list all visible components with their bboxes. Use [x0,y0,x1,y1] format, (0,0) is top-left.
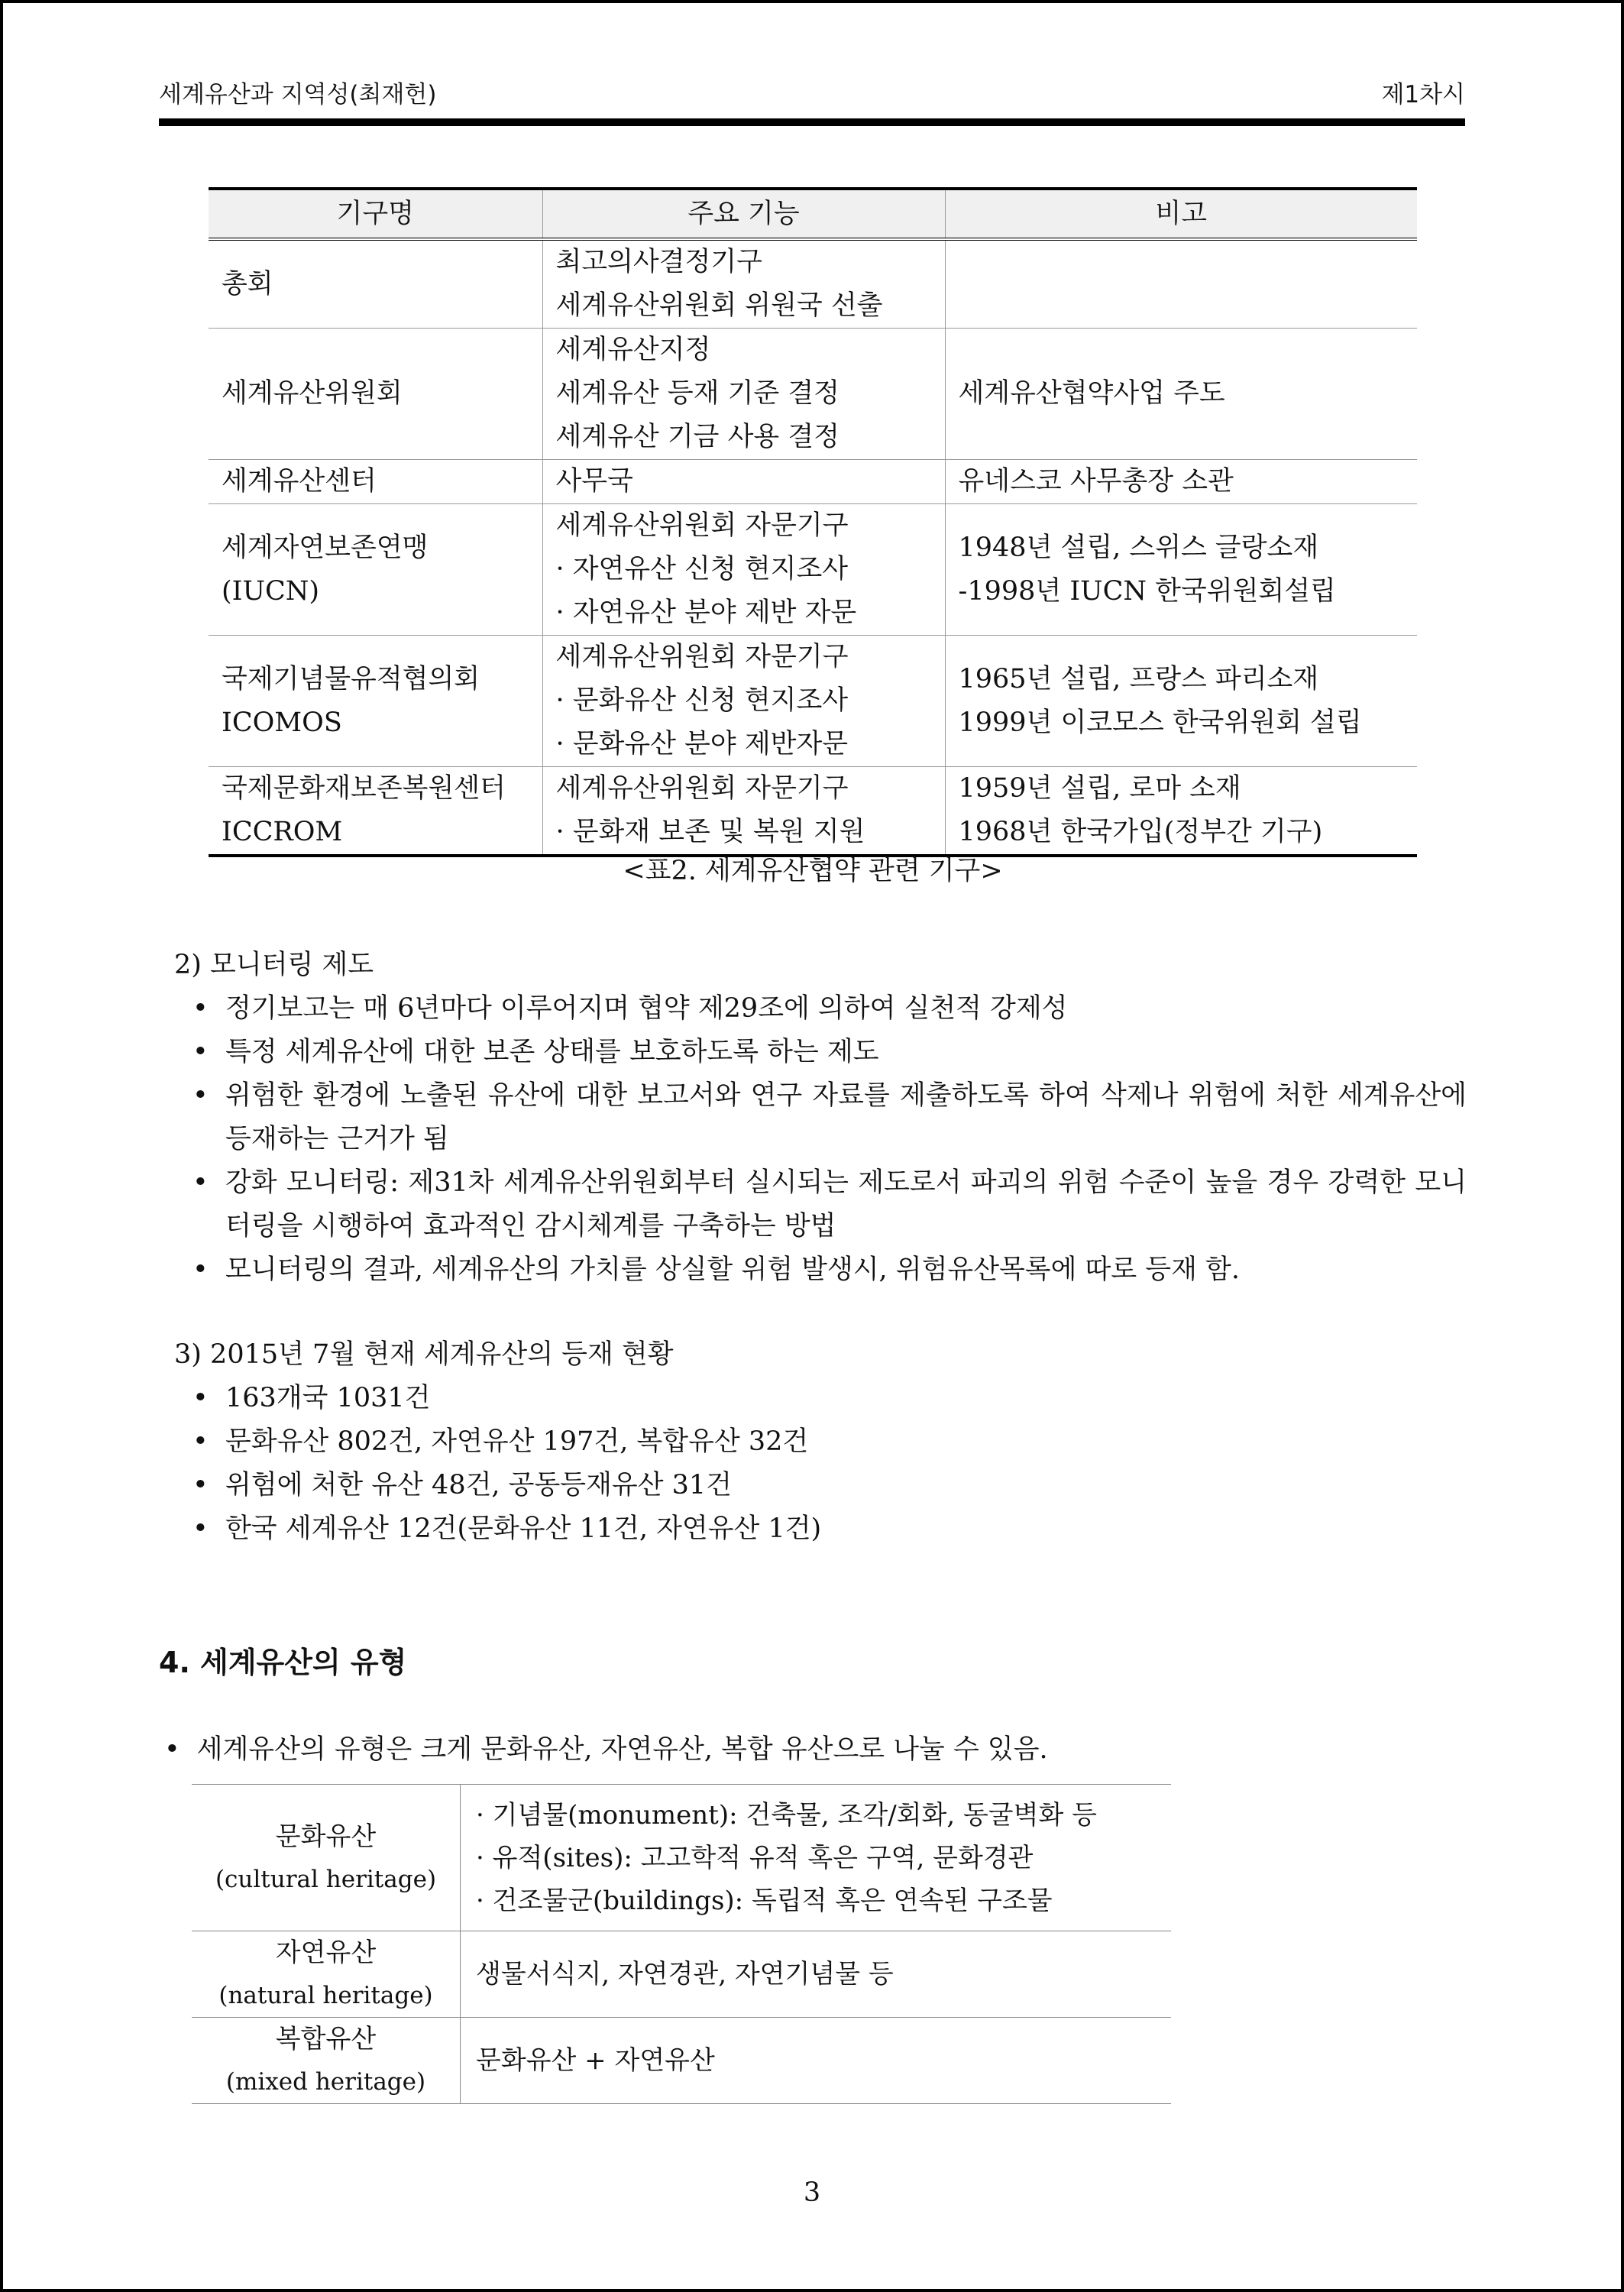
type-name: 복합유산 (mixed heritage) [192,2018,461,2104]
monitoring-list [192,987,1467,1292]
org-notes [945,239,1417,329]
org-notes: 유네스코 사무총장 소관 [945,460,1417,504]
list-item: • 특정 세계유산에 대한 보존 상태를 보호하도록 하는 제도 [192,1031,1467,1074]
type-name: 자연유산 (natural heritage) [192,1931,461,2018]
header-rule [159,118,1465,126]
table-row [192,2018,1171,2104]
table-row [209,767,1417,856]
table-row [209,636,1417,767]
organizations-table [209,187,1417,857]
header-session: 제1차시 [1381,81,1465,108]
table-row [192,1931,1171,2018]
type-description: · 기념물(monument): 건축물, 조각/회화, 동굴벽화 등 · 유적(sites): 고고학적 유적 혹은 구역, 문화경관 · 건조물군(buildings): 독립적 혹은 연속된 구조물 [461,1785,1172,1931]
section-4-heading: 4. 세계유산의 유형 [159,1646,407,1679]
header-title: 세계유산과 지역성(최재헌) [159,81,437,108]
table-row [209,504,1417,636]
org-functions: 세계유산지정 세계유산 등재 기준 결정 세계유산 기금 사용 결정 [542,329,945,460]
type-description: 문화유산 + 자연유산 [461,2018,1172,2104]
table-row [209,329,1417,460]
types-intro [164,1728,1048,1772]
org-functions: 세계유산위원회 자문기구 · 자연유산 신청 현지조사 · 자연유산 분야 제반 자문 [542,504,945,636]
list-item: • 강화 모니터링: 제31차 세계유산위원회부터 실시되는 제도로서 파괴의 위험 수준이 높을 경우 강력한 모니터링을 시행하여 효과적인 감시체계를 구축하는 방법 [192,1161,1467,1248]
org-functions: 세계유산위원회 자문기구 · 문화유산 신청 현지조사 · 문화유산 분야 제반자문 [542,636,945,767]
list-item: • 정기보고는 매 6년마다 이루어지며 협약 제29조에 의하여 실천적 강제성 [192,987,1467,1031]
type-name: 문화유산 (cultural heritage) [192,1785,461,1931]
org-notes: 1959년 설립, 로마 소재 1968년 한국가입(정부간 기구) [945,767,1417,856]
table-header-row [209,189,1417,239]
org-name: 국제기념물유적협의회 ICOMOS [209,636,542,767]
list-item: • 한국 세계유산 12건(문화유산 11건, 자연유산 1건) [192,1507,1467,1551]
heritage-types-table [192,1784,1171,2104]
table-row [192,1785,1171,1931]
column-header-notes: 비고 [945,189,1417,239]
org-functions: 세계유산위원회 자문기구 · 문화재 보존 및 복원 지원 [542,767,945,856]
type-description: 생물서식지, 자연경관, 자연기념물 등 [461,1931,1172,2018]
list-item: • 위험한 환경에 노출된 유산에 대한 보고서와 연구 자료를 제출하도록 하여 삭제나 위험에 처한 세계유산에 등재하는 근거가 됨 [192,1074,1467,1161]
table-caption: <표2. 세계유산협약 관련 기구> [623,856,1003,886]
types-intro-text: 세계유산의 유형은 크게 문화유산, 자연유산, 복합 유산으로 나눌 수 있음. [196,1734,1048,1765]
org-functions: 최고의사결정기구 세계유산위원회 위원국 선출 [542,239,945,329]
column-header-functions: 주요 기능 [542,189,945,239]
monitoring-heading: 2) 모니터링 제도 [174,950,374,980]
org-notes: 세계유산협약사업 주도 [945,329,1417,460]
org-name: 세계유산위원회 [209,329,542,460]
page-header [159,75,1465,121]
status-heading: 3) 2015년 7월 현재 세계유산의 등재 현황 [174,1339,674,1370]
list-item: • 위험에 처한 유산 48건, 공동등재유산 31건 [192,1464,1467,1507]
table-row [209,460,1417,504]
org-name: 세계유산센터 [209,460,542,504]
list-item: • 163개국 1031건 [192,1377,1467,1420]
org-notes: 1948년 설립, 스위스 글랑소재 -1998년 IUCN 한국위원회설립 [945,504,1417,636]
bullet-glyph: • [164,1734,180,1765]
org-name: 세계자연보존연맹 (IUCN) [209,504,542,636]
org-name: 국제문화재보존복원센터 ICCROM [209,767,542,856]
status-list [192,1377,1467,1551]
table-row [209,239,1417,329]
org-notes: 1965년 설립, 프랑스 파리소재 1999년 이코모스 한국위원회 설립 [945,636,1417,767]
list-item: • 문화유산 802건, 자연유산 197건, 복합유산 32건 [192,1420,1467,1464]
page-number: 3 [803,2177,821,2208]
list-item: • 모니터링의 결과, 세계유산의 가치를 상실할 위험 발생시, 위험유산목록에 따로 등재 함. [192,1248,1467,1292]
org-functions: 사무국 [542,460,945,504]
column-header-name: 기구명 [209,189,542,239]
org-name: 총회 [209,239,542,329]
